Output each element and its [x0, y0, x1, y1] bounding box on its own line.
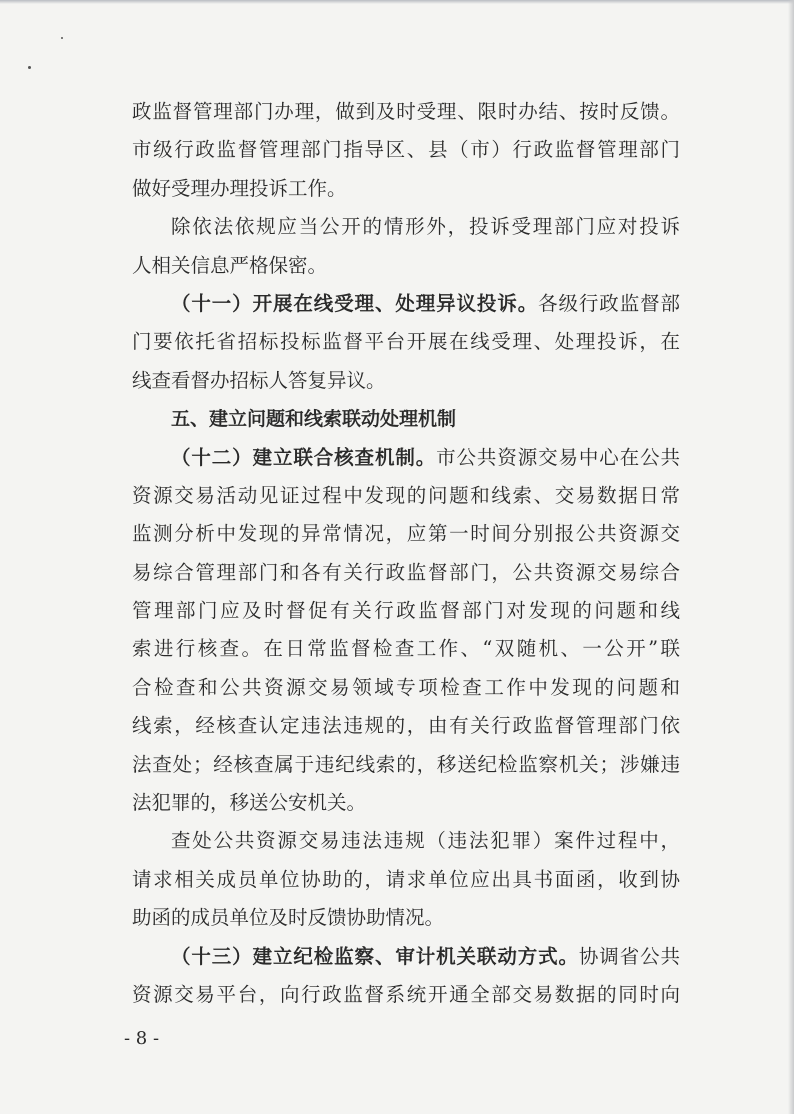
body-line: 法犯罪的，移送公安机关。 [132, 791, 367, 815]
scan-speck [28, 66, 31, 69]
subsection-13-line [132, 938, 680, 976]
scan-right-edge [788, 0, 794, 1114]
subsection-13-text: 协调省公共 [578, 944, 680, 968]
body-line: 市级行政监督管理部门指导区、县（市）行政监督管理部门 [132, 138, 680, 162]
subsection-11-line [132, 285, 680, 323]
body-line: 门要依托省招标投标监督平台开展在线受理、处理投诉，在 [132, 330, 680, 354]
body-line: 资源交易活动见证过程中发现的问题和线索、交易数据日常 [132, 483, 680, 507]
subsection-12-text: 市公共资源交易中心在公共 [436, 445, 680, 469]
document-body [132, 93, 680, 1014]
body-line: 监测分析中发现的异常情况，应第一时间分别报公共资源交 [132, 522, 680, 546]
subsection-12-line [132, 439, 680, 477]
paragraph-first-line: 除依法依规应当公开的情形外，投诉受理部门应对投诉 [171, 215, 680, 239]
scan-top-edge [0, 0, 794, 4]
subsection-12-heading: （十二）建立联合核查机制。 [171, 445, 437, 469]
body-line: 请求相关成员单位协助的，请求单位应出具书面函，收到协 [132, 867, 680, 891]
subsection-11-heading: （十一）开展在线受理、处理异议投诉。 [171, 291, 539, 315]
body-line: 资源交易平台，向行政监督系统开通全部交易数据的同时向 [132, 982, 680, 1006]
body-line: 助函的成员单位及时反馈协助情况。 [132, 906, 445, 930]
body-line: 政监督管理部门办理，做到及时受理、限时办结、按时反馈。 [132, 100, 680, 123]
body-line: 人相关信息严格保密。 [132, 253, 328, 277]
body-line: 做好受理办理投诉工作。 [132, 176, 347, 200]
body-line: 线查看督办招标人答复异议。 [132, 368, 386, 392]
subsection-11-text: 各级行政监督部 [538, 291, 680, 315]
scan-speck [61, 37, 63, 39]
section-5-heading: 五、建立问题和线索联动处理机制 [171, 408, 457, 431]
body-line: 管理部门应及时督促有关行政监督部门对发现的问题和线 [132, 599, 680, 623]
body-line: 法查处；经核查属于违纪线索的，移送纪检监察机关；涉嫌违 [132, 752, 680, 776]
body-line: 合检查和公共资源交易领域专项检查工作中发现的问题和 [132, 675, 680, 699]
body-line: 易综合管理部门和各有关行政监督部门，公共资源交易综合 [132, 560, 680, 584]
body-line: 线索，经核查认定违法违规的，由有关行政监督管理部门依 [132, 714, 680, 738]
body-line: 索进行核查。在日常监督检查工作、“双随机、一公开”联 [132, 637, 680, 661]
paragraph-first-line: 查处公共资源交易违法违规（违法犯罪）案件过程中， [171, 829, 680, 853]
page-number: - 8 - [124, 1028, 160, 1049]
subsection-13-heading: （十三）建立纪检监察、审计机关联动方式。 [171, 944, 579, 968]
